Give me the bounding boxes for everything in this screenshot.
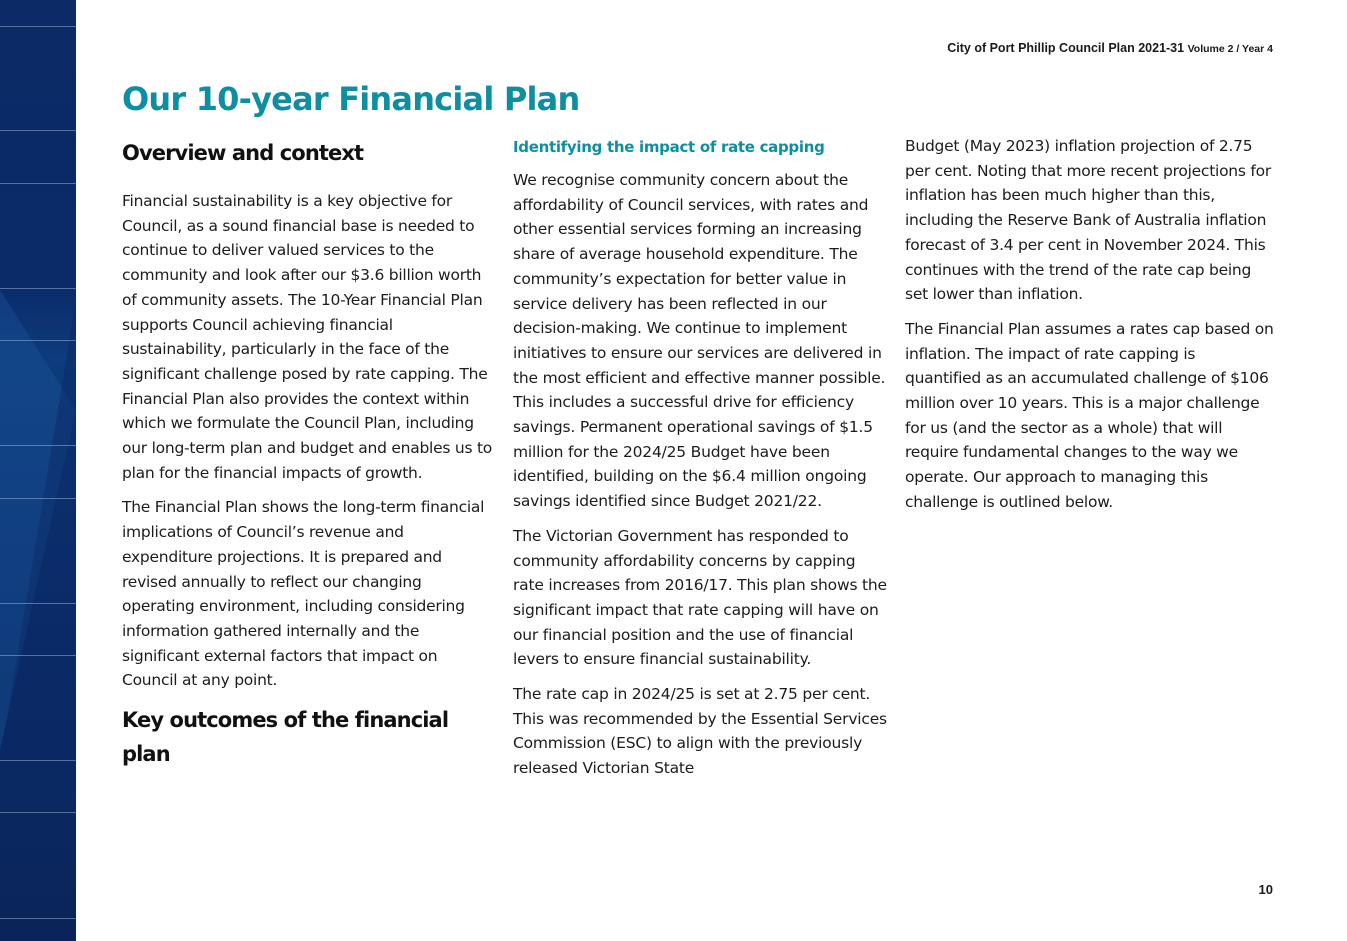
running-head [947, 41, 1273, 55]
page-title: Our 10-year Financial Plan [122, 80, 580, 118]
heading-key-outcomes: Key outcomes of the financial plan [122, 708, 449, 767]
paragraph: We recognise community concern about the affordability of Council services, with rates and other essential services forming an increasing share of average household expenditure. The community’s expectation for better value in service delivery has been reflected in our decision-making. We continue to implement initiatives to ensure our services are delivered in the most efficient and effective manner possible. This includes a successful drive for efficiency savings. Permanent operational savings of $1.5 million for the 2024/25 Budget have been identified, building on the $6.4 million ongoing savings identified since Budget 2021/22. [513, 171, 886, 511]
sidebar-rule [0, 183, 76, 184]
paragraph: Budget (May 2023) inflation projection of 2.75 per cent. Noting that more recent projections for inflation has been much higher than this, including the Reserve Bank of Australia inflation forecast of 3.4 per cent in November 2024. This continues with the trend of the rate cap being set lower than inflation. [905, 137, 1271, 304]
sidebar-rule [0, 812, 76, 813]
column-2 [513, 136, 887, 791]
sidebar-rule [0, 498, 76, 499]
heading-overview: Overview and context [122, 141, 364, 165]
sidebar-rule [0, 760, 76, 761]
sidebar-rule [0, 655, 76, 656]
paragraph: The Financial Plan shows the long-term financial implications of Council’s revenue and expenditure projections. It is prepared and revised annually to reflect our changing operating environment, including considering information gathered internally and the significant external factors that impact on Council at any point. [122, 498, 485, 690]
sidebar-rule [0, 603, 76, 604]
sidebar-rule [0, 130, 76, 131]
document-title: City of Port Phillip Council Plan 2021-31 [947, 41, 1185, 55]
sidebar-facet-dark [0, 300, 76, 760]
sidebar-rule [0, 918, 76, 919]
sidebar-rule [0, 288, 76, 289]
page-number: 10 [1258, 882, 1273, 897]
paragraph: Financial sustainability is a key objective for Council, as a sound financial base is needed to continue to deliver valued services to the community and look after our $3.6 billion worth of community assets. The 10-Year Financial Plan supports Council achieving financial sustainability, particularly in the face of the significant challenge posed by rate capping. The Financial Plan also provides the context within which we formulate the Council Plan, including our long-term plan and budget and enables us to plan for the financial impacts of growth. [122, 192, 493, 482]
paragraph: The Victorian Government has responded to community affordability concerns by capping rate increases from 2016/17. This plan shows the significant impact that rate capping will have on our financial position and the use of financial levers to ensure financial sustainability. [513, 526, 887, 669]
column-1 [122, 136, 494, 771]
subheading-rate-capping: Identifying the impact of rate capping [513, 138, 825, 156]
paragraph: The Financial Plan assumes a rates cap based on inflation. The impact of rate capping is quantified as an accumulated challenge of $106 million over 10 years. This is a major challenge for us (and the sector as a whole) that will require fundamental changes to the way we operate. Our approach to managing this challenge is outlined below. [905, 319, 1274, 511]
paragraph: The rate cap in 2024/25 is set at 2.75 per cent. This was recommended by the Essential Services Commission (ESC) to align with the previously released Victorian State [513, 685, 887, 778]
sidebar-rule [0, 340, 76, 341]
volume-label: Volume 2 / Year 4 [1187, 43, 1273, 55]
sidebar-rule [0, 445, 76, 446]
decorative-sidebar [0, 0, 76, 941]
column-3 [905, 134, 1275, 525]
sidebar-rule [0, 26, 76, 27]
